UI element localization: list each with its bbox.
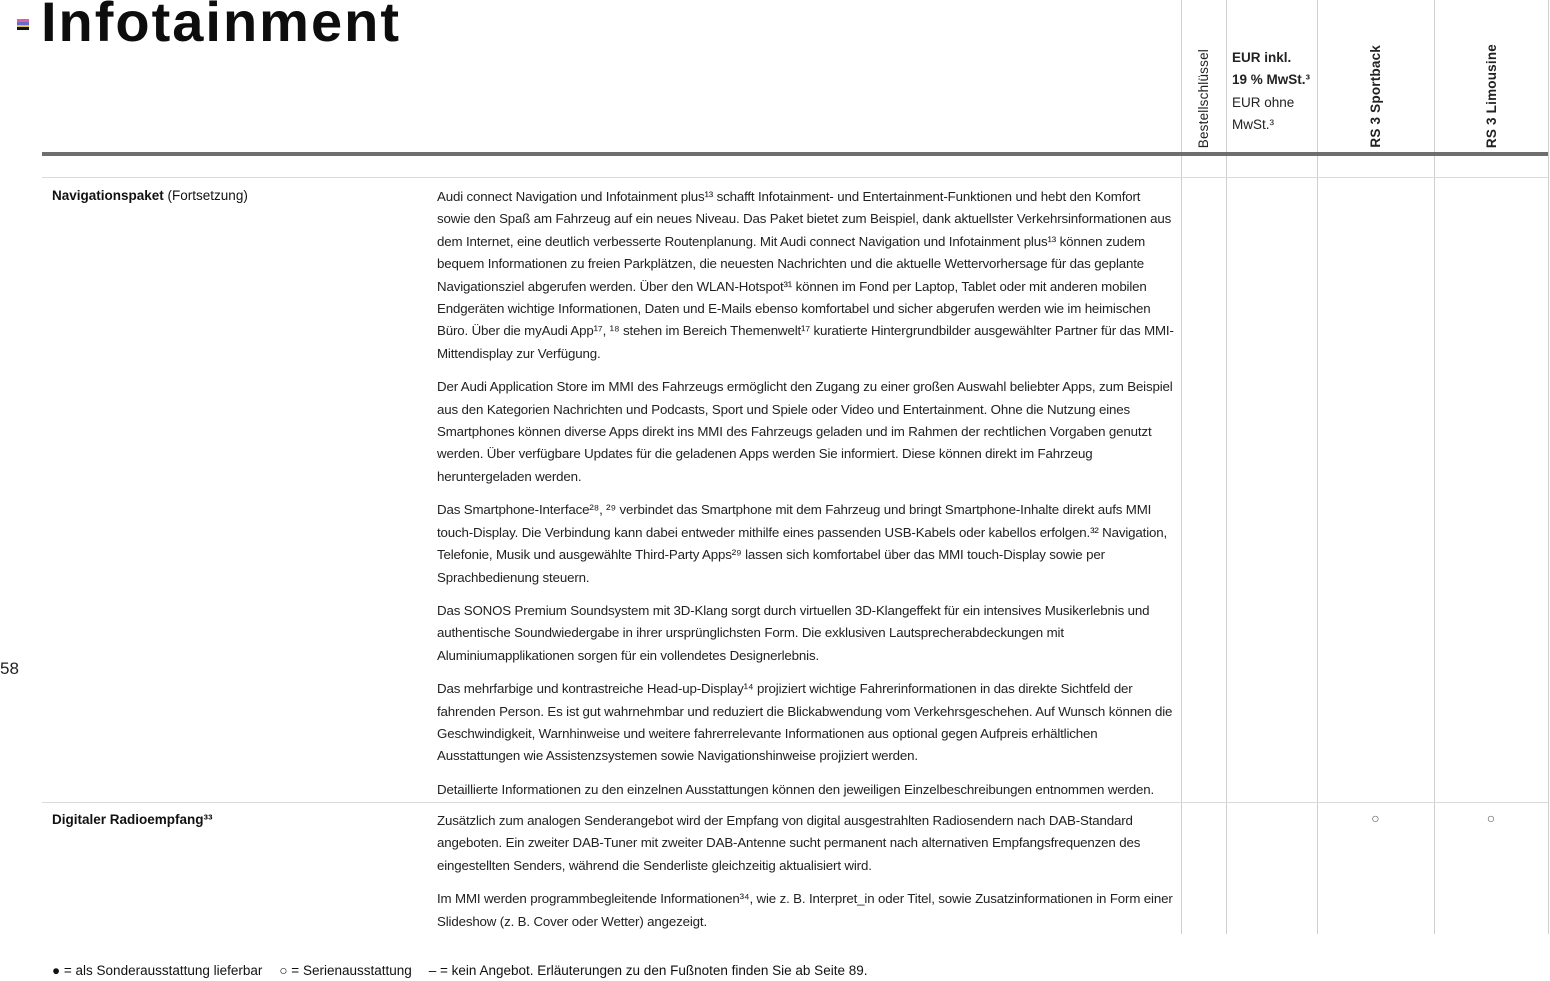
description-paragraph: Detaillierte Informationen zu den einzelnen Ausstattungen können den jeweiligen Einzelbeschreibungen entnommen werden. bbox=[437, 781, 1155, 797]
description-paragraph: Der Audi Application Store im MMI des Fahrzeugs ermöglicht den Zugang zu einer großen Auswahl beliebter Apps, zum Beispiel aus den Kategorien Nachrichten und Podcasts, Sport und Spiele oder Video und Entertainment. Ohne die Nutzung eines Smartphones können diverse Apps direkt ins MMI des Fahrzeugs geladen und im Rahmen der rechtlichen Vorgaben genutzt werden. Über verfügbare Updates für die geladenen Apps werden Sie informiert. Diese können direkt im Fahrzeug heruntergeladen werden. bbox=[437, 379, 1173, 484]
header-rule bbox=[42, 152, 1548, 156]
cell-sportback-digitalradio: ○ bbox=[1371, 810, 1380, 826]
description-paragraph: Das mehrfarbige und kontrastreiche Head-up-Display¹⁴ projiziert wichtige Fahrerinformationen in das direkte Sichtfeld der fahrenden Person. Es ist gut wahrnehmbar und reduziert die Blickabwendung vom Verkehrsgeschehen. Auf Wunsch können die Geschwindigkeit, Warnhinweise und weitere fahrerrelevante Informationen aus optional gegen Aufpreis erhältlichen Ausstattungen wie Assistenzsystemen sowie Navigationshinweise projiziert werden. bbox=[437, 681, 1173, 764]
page-number: 58 bbox=[0, 659, 19, 678]
column-header-rs3-limousine bbox=[1434, 0, 1548, 148]
cell-limousine-digitalradio: ○ bbox=[1486, 810, 1496, 826]
row-separator bbox=[42, 177, 1548, 178]
legend-serienausstattung: ○ = Serienausstattung bbox=[279, 963, 412, 978]
legend-kein-angebot: – = kein Angebot. Erläuterungen zu den Fußnoten finden Sie ab Seite 89. bbox=[428, 963, 868, 978]
price-header-line: MwSt.³ bbox=[1232, 117, 1274, 133]
description-paragraph: Das Smartphone-Interface²⁸, ²⁹ verbindet das Smartphone mit dem Fahrzeug und bringt Smartphone-Inhalte direkt aufs MMI touch-Display. Die Verbindung kann dabei entweder mithilfe eines passenden USB-Kabels oder kabellos erfolgen.³² Navigation, Telefonie, Musik und ausgewählte Third-Party Apps²⁹ lassen sich komfortabel über das MMI touch-Display sowie per Sprachbedienung steuern. bbox=[437, 502, 1168, 585]
row-label-navigationspaket bbox=[52, 185, 424, 207]
column-divider bbox=[1226, 0, 1227, 934]
page-title: Infotainment bbox=[41, 0, 401, 53]
price-header-line: EUR inkl. bbox=[1232, 50, 1292, 65]
price-header-line: EUR ohne bbox=[1232, 94, 1295, 110]
row-label-text: Navigationspaket bbox=[52, 188, 164, 203]
column-header-rs3-sportback bbox=[1317, 0, 1434, 148]
footnote-legend bbox=[52, 963, 867, 978]
print-registration-icon bbox=[17, 19, 29, 30]
column-header-label: RS 3 Sportback bbox=[1368, 45, 1383, 148]
row-description-digitaler-radioempfang bbox=[437, 810, 1174, 933]
description-paragraph: Das SONOS Premium Soundsystem mit 3D-Klang sorgt durch virtuellen 3D-Klangeffekt für ein intensives Musikerlebnis und authentische Soundwiedergabe in ihrer ursprünglichsten Form. Die exklusiven Lautsprecherabdeckungen mit Aluminiumapplikationen sorgen für ein vollendetes Designerlebnis. bbox=[437, 602, 1150, 663]
description-paragraph: Zusätzlich zum analogen Senderangebot wird der Empfang von digital ausgestrahlten Radiosendern nach DAB-Standard angeboten. Ein zweiter DAB-Tuner mit zweiter DAB-Antenne sucht permanent nach alternativen Empfangsfrequenzen des eingestellten Senders, während die Senderliste gleichzeitig aktualisiert wird. bbox=[437, 813, 1141, 873]
row-label-digitaler-radioempfang bbox=[52, 809, 424, 831]
column-header-label: Bestellschlüssel bbox=[1196, 48, 1211, 148]
description-paragraph: Audi connect Navigation und Infotainment plus¹³ schafft Infotainment- und Entertainment-Funktionen und hebt den Komfort sowie den Spaß am Fahrzeug auf ein neues Niveau. Das Paket bietet zum Beispiel, dank aktuellster Verkehrsinformationen aus dem Internet, eine deutlich verbesserte Routenplanung. Mit Audi connect Navigation und Infotainment plus¹³ können zudem bequem Informationen zu freien Parkplätzen, die neuesten Nachrichten und die aktuelle Wettervorhersage für das geplante Navigationsziel abgerufen werden. Über den WLAN-Hotspot³¹ können im Fond per Laptop, Tablet oder mit anderen mobilen Endgeräten wichtige Informationen, Daten und E-Mails ebenso komfortabel und sicher abgerufen werden wie im heimischen Büro. Über die myAudi App¹⁷, ¹⁸ stehen im Bereich Themenwelt¹⁷ kuratierte Hintergrundbilder ausgewählter Partner für das MMI-Mittendisplay zur Verfügung. bbox=[437, 189, 1174, 361]
table-right-border bbox=[1548, 0, 1549, 934]
row-separator bbox=[42, 802, 1548, 803]
stripe-black bbox=[17, 27, 29, 30]
legend-sonderausstattung: ● = als Sonderausstattung lieferbar bbox=[52, 963, 263, 978]
row-description-navigationspaket bbox=[437, 186, 1174, 801]
column-header-label: RS 3 Limousine bbox=[1483, 43, 1499, 148]
row-label-suffix: (Fortsetzung) bbox=[163, 188, 248, 203]
description-paragraph: Im MMI werden programmbegleitende Informationen³⁴, wie z. B. Interpret_in oder Titel, sowie Zusatzinformationen in Form einer Slideshow (z. B. Cover oder Wetter) angezeigt. bbox=[437, 891, 1173, 929]
row-label-text: Digitaler Radioempfang³³ bbox=[52, 812, 213, 827]
column-header-bestellschluessel bbox=[1181, 0, 1226, 148]
column-header-price bbox=[1232, 47, 1320, 137]
price-header-line: 19 % MwSt.³ bbox=[1232, 72, 1311, 88]
